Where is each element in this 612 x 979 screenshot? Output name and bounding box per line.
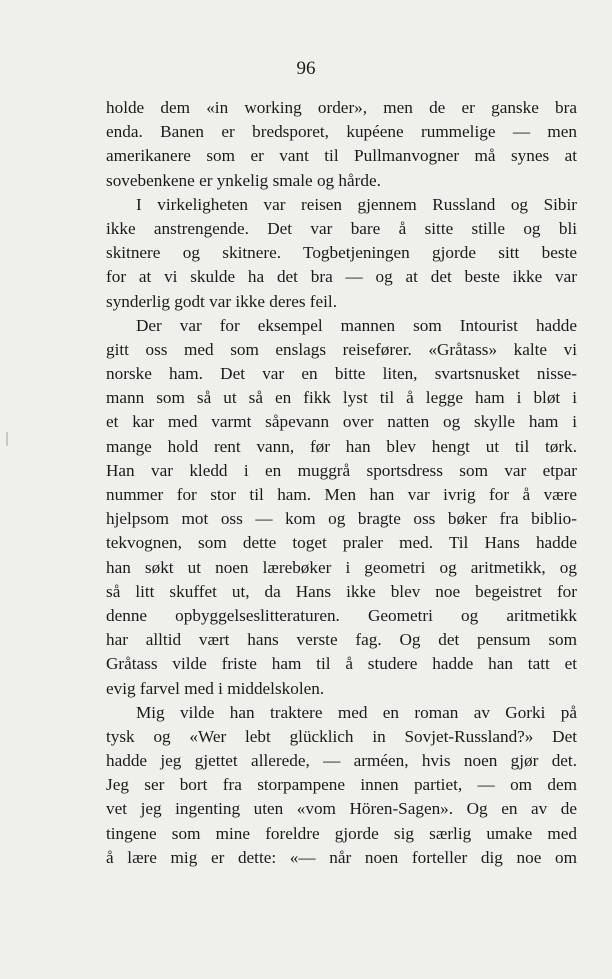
text-line: enda. Banen er bredsporet, kupéene rummelige — men	[106, 122, 577, 142]
body-text	[106, 96, 577, 870]
text-line: skitnere og skitnere. Togbetjeningen gjorde sitt beste	[106, 243, 577, 263]
text-line: tingene som mine foreldre gjorde sig særlig umake med	[106, 823, 577, 843]
page-number: 96	[296, 58, 316, 79]
text-line: synderlig godt var ikke deres feil.	[106, 291, 338, 311]
text-line: evig farvel med i middelskolen.	[106, 678, 325, 698]
text-line: mann som så ut så en fikk lyst til å legge ham i bløt i	[106, 388, 577, 408]
text-line: gitt oss med som enslags reisefører. «Gråtass» kalte vi	[106, 339, 577, 359]
text-line: Gråtass vilde friste ham til å studere hadde han tatt et	[106, 654, 577, 674]
text-line: Jeg ser bort fra storpampene innen partiet, — om dem	[106, 775, 577, 795]
text-line: Der var for eksempel mannen som Intourist hadde	[136, 315, 577, 335]
text-line: denne opbyggelseslitteraturen. Geometri og aritmetikk	[106, 605, 577, 625]
text-line: norske ham. Det var en bitte liten, svartsnusket nisse-	[106, 364, 577, 384]
paragraph	[106, 193, 577, 314]
text-line: å lære mig er dette: «— når noen forteller dig noe om	[106, 847, 577, 867]
text-line: amerikanere som er vant til Pullmanvogner må synes at	[106, 146, 577, 166]
text-line: hjelpsom mot oss — kom og bragte oss bøker fra biblio-	[106, 509, 577, 529]
text-line: sovebenkene er ynkelig smale og hårde.	[106, 170, 381, 190]
text-line: ikke anstrengende. Det var bare å sitte stille og bli	[106, 218, 577, 238]
text-line: Mig vilde han traktere med en roman av Gorki på	[136, 702, 577, 722]
text-line: holde dem «in working order», men de er ganske bra	[106, 98, 577, 117]
margin-mark	[6, 432, 8, 446]
text-line: han søkt ut noen lærebøker i geometri og aritmetikk, og	[106, 557, 577, 577]
text-line: hadde jeg gjettet allerede, — arméen, hvis noen gjør det.	[106, 751, 577, 771]
text-line: vet jeg ingenting uten «vom Hören-Sagen». Og en av de	[106, 799, 577, 819]
text-line: så litt skuffet ut, da Hans ikke blev noe begeistret for	[106, 581, 577, 601]
paragraph	[106, 96, 577, 193]
text-line: I virkeligheten var reisen gjennem Russland og Sibir	[136, 194, 577, 214]
text-line: mange hold rent vann, før han blev hengt ut til tørk.	[106, 436, 577, 456]
text-line: nummer for stor til ham. Men han var ivrig for å være	[106, 485, 577, 504]
text-line: tekvognen, som dette toget praler med. Til Hans hadde	[106, 533, 577, 553]
text-line: et kar med varmt såpevann over natten og skylle ham i	[106, 412, 577, 432]
text-line: tysk og «Wer lebt glücklich in Sovjet-Russland?» Det	[106, 726, 577, 746]
paragraph	[106, 701, 577, 870]
paragraph	[106, 314, 577, 701]
text-line: har alltid vært hans verste fag. Og det pensum som	[106, 630, 577, 650]
text-line: for at vi skulde ha det bra — og at det beste ikke var	[106, 267, 577, 287]
text-line: Han var kledd i en muggrå sportsdress som var etpar	[106, 460, 577, 480]
